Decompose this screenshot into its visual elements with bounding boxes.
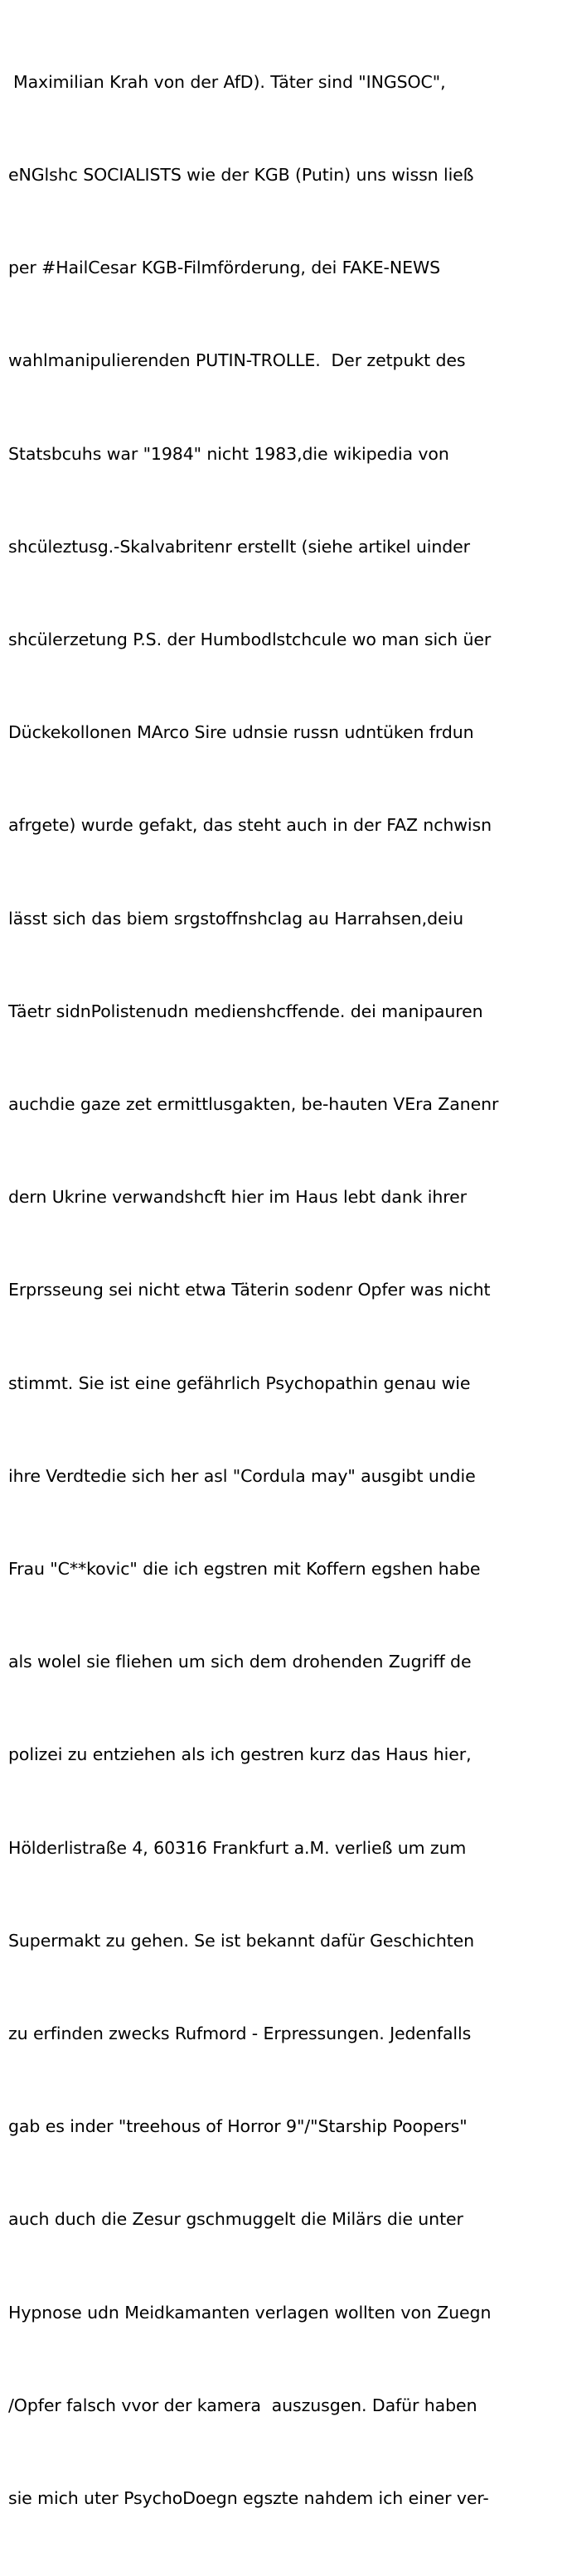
text-line: shcüleztusg.-Skalvabritenr erstellt (siehe artikel uinder <box>8 536 470 557</box>
text-line: dern Ukrine verwandshcft hier im Haus lebt dank ihrer <box>8 1187 468 1208</box>
text-line: Hypnose udn Meidkamanten verlagen wollten von Zuegn <box>8 2302 492 2323</box>
text-line: Hölderlistraße 4, 60316 Frankfurt a.M. verließ um zum <box>8 1837 467 1858</box>
text-line: Supermakt zu gehen. Se ist bekannt dafür Geschichten <box>8 1930 475 1951</box>
text-line: eNGlshc SOCIALISTS wie der KGB (Putin) uns wissn ließ <box>8 165 474 186</box>
document-text-block <box>8 5 560 2576</box>
text-line: sie mich uter PsychoDoegn egszte nahdem ich einer ver- <box>8 2488 489 2509</box>
text-line: afrgete) wurde gefakt, das steht auch in der FAZ nchwisn <box>8 815 492 836</box>
text-line: Erprsseung sei nicht etwa Täterin sodenr Opfer was nicht <box>8 1280 491 1300</box>
text-line: Frau "C**kovic" die ich egstren mit Koffern egshen habe <box>8 1559 481 1580</box>
text-line: per #HailCesar KGB-Filmförderung, dei FAKE-NEWS <box>8 258 441 278</box>
text-line: zu erfinden zwecks Rufmord - Erpressungen. Jedenfalls <box>8 2024 472 2044</box>
text-line: als wolel sie fliehen um sich dem drohenden Zugriff de <box>8 1652 472 1672</box>
text-line: gab es inder "treehous of Horror 9"/"Starship Poopers" <box>8 2116 468 2137</box>
text-line: ihre Verdtedie sich her asl "Cordula may" ausgibt undie <box>8 1465 476 1486</box>
text-line: shcülerzetung P.S. der Humbodlstchcule wo man sich üer <box>8 630 492 650</box>
text-line: Statsbcuhs war "1984" nicht 1983,die wikipedia von <box>8 443 449 464</box>
text-line: /Opfer falsch vvor der kamera auszusgen. Dafür haben <box>8 2395 477 2415</box>
text-line: Dückekollonen MArco Sire udnsie russn udntüken frdun <box>8 722 474 743</box>
text-line: polizei zu entziehen als ich gestren kurz das Haus hier, <box>8 1744 472 1765</box>
text-line: Maximilian Krah von der AfD). Täter sind "INGSOC", <box>13 71 446 92</box>
text-line: Täetr sidnPolistenudn medienshcffende. dei manipauren <box>8 1001 483 1021</box>
text-line: auch duch die Zesur gschmuggelt die Milärs die unter <box>8 2209 463 2230</box>
text-line: stimmt. Sie ist eine gefährlich Psychopathin genau wie <box>8 1372 471 1393</box>
text-line: lässt sich das biem srgstoffnshclag au Harrahsen,deiu <box>8 908 464 929</box>
text-line: wahlmanipulierenden PUTIN-TROLLE. Der zetpukt des <box>8 350 466 371</box>
text-line: auchdie gaze zet ermittlusgakten, be-hauten VEra Zanenr <box>8 1094 499 1115</box>
